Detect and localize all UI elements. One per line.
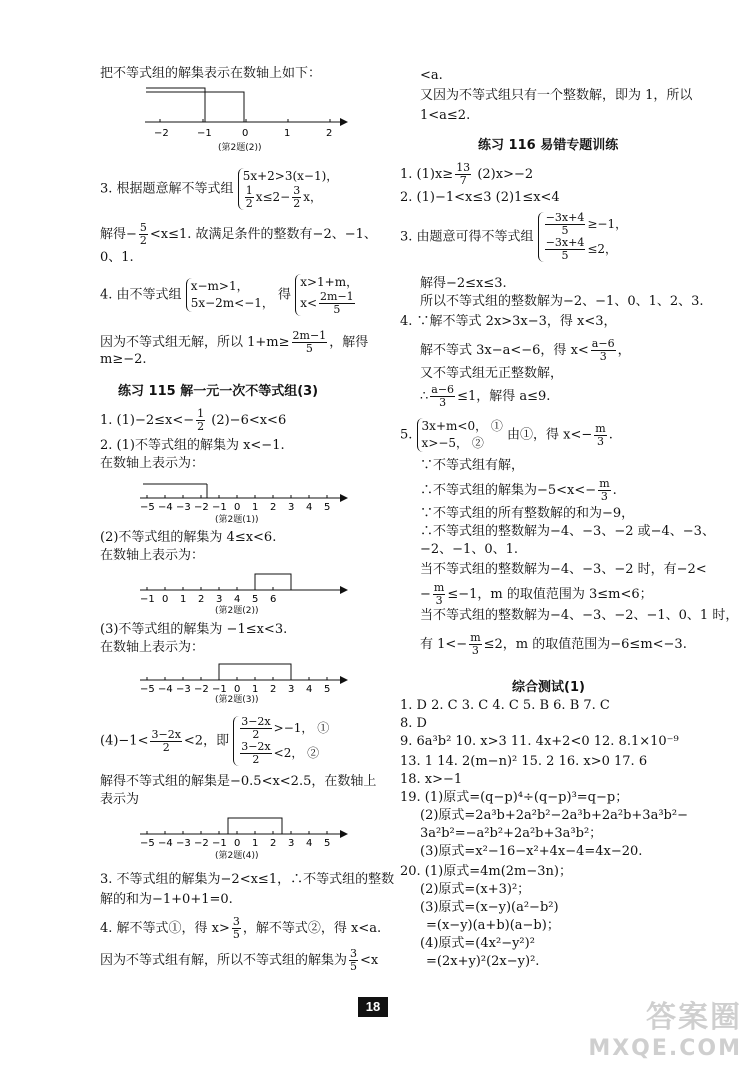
svg-text:−1: −1 [212, 502, 227, 513]
svg-text:−2: −2 [154, 128, 169, 139]
text-line: 0、1. [100, 250, 134, 265]
text-line: 1. D 2. C 3. C 4. C 5. B 6. B 7. C [400, 698, 610, 713]
text-line: 1<a≤2. [420, 108, 471, 123]
text-line: 表示为 [100, 792, 140, 807]
p4: 4. 解不等式①，得 x> $\frac{3}{5}$ ，解不等式②，得 x<a. [100, 915, 382, 941]
text-line: 19. (1)原式=(q−p)⁴÷(q−p)³=q−p； [400, 790, 629, 805]
watermark: 答案圈 MXQE.COM [588, 1000, 742, 1061]
svg-text:−1: −1 [197, 128, 212, 139]
caption: (第2题(2)) [215, 606, 259, 616]
caption: (第2题(3)) [215, 695, 259, 705]
caption: (第2题(4)) [215, 851, 259, 861]
svg-text:−4: −4 [158, 838, 173, 849]
svg-text:0: 0 [234, 502, 241, 513]
svg-text:−5: −5 [140, 838, 155, 849]
svg-text:2: 2 [270, 838, 277, 849]
text-line: =(2x+y)²(2x−y)². [426, 954, 540, 969]
text-line: 又因为不等式组只有一个整数解，即为 1，所以 [420, 88, 693, 103]
svg-text:0: 0 [242, 128, 249, 139]
text-line: 所以不等式组的整数解为−2、−1、0、1、2、3. [420, 294, 704, 309]
a1: 1. (1)x≥ $\frac{13}{7}$ (2)x>−2 [400, 161, 534, 187]
text-line: m≥−2. [100, 352, 147, 367]
text-line: 18. x>−1 [400, 772, 463, 787]
text-line: =(x−y)(a+b)(a−b)； [426, 918, 560, 933]
text-line: ∵不等式组的所有整数解的和为−9， [420, 506, 635, 521]
text-line: (3)原式=x²−16−x²+4x−4=4x−20. [420, 844, 643, 859]
svg-text:−5: −5 [140, 684, 155, 695]
text-line: 3. 不等式组的解集为−2<x≤1，∴不等式组的整数 [100, 872, 395, 887]
svg-text:5: 5 [324, 684, 331, 695]
q3-solution: 解得− $\frac{5}{2}$ <x≤1. 故满足条件的整数有−2、−1、 [100, 221, 377, 247]
svg-text:4: 4 [306, 502, 313, 513]
svg-text:−5: −5 [140, 502, 155, 513]
a5l: 有 1<− $\frac{m}{3}$ ≤2，m 的取值范围为−6≤m<−3. [420, 631, 687, 657]
a4d: ∴ $\frac{a-6}{3}$ ≤1，解得 a≤9. [420, 383, 551, 409]
text-line: <a. [420, 68, 443, 83]
svg-text:1: 1 [284, 128, 291, 139]
text-line: 把不等式组的解集表示在数轴上如下： [100, 66, 322, 81]
svg-text:1: 1 [180, 594, 187, 605]
text-line: 3a²b²=−a²b²+2a²b+3a³b²； [420, 826, 603, 841]
svg-text:3: 3 [288, 838, 295, 849]
text-line: 当不等式组的整数解为−4、−3、−2 时，有−2< [420, 562, 707, 577]
p1: 1. (1)−2≤x<− $\frac{1}{2}$ (2)−6<x<6 [100, 407, 287, 433]
text-line: 当不等式组的整数解为−4、−3、−2、−1、0、1 时， [420, 608, 739, 623]
text-line: 9. 6a³b² 10. x>3 11. 4x+2<0 12. 8.1×10⁻⁹ [400, 734, 679, 749]
p2-4: (4)−1< $\frac{3-2x}{2}$ <2，即 $\frac{3-2x}{2}$ >−1， ① $\frac{3-2x}{2}$ <2， ② [100, 715, 330, 766]
number-line-5 [135, 808, 350, 850]
text-line: 4. ∵解不等式 2x>3x−3，得 x<3， [400, 314, 617, 329]
text-line: ∵不等式组有解， [420, 458, 525, 473]
svg-text:−1: −1 [212, 838, 227, 849]
caption: (第2题(1)) [215, 515, 259, 525]
svg-text:−3: −3 [176, 684, 191, 695]
svg-text:1: 1 [252, 684, 259, 695]
page-number: 18 [358, 997, 388, 1017]
text-line: (3)不等式组的解集为 −1≤x<3. [100, 622, 288, 637]
svg-text:0: 0 [234, 838, 241, 849]
text-line: (4)原式=(4x²−y²)² [420, 936, 535, 951]
svg-text:2: 2 [270, 684, 277, 695]
svg-text:0: 0 [162, 594, 169, 605]
section-heading: 综合测试(1) [512, 680, 585, 695]
text-line: 2. (1)−1<x≤3 (2)1≤x<4 [400, 190, 560, 205]
svg-text:1: 1 [252, 502, 259, 513]
number-line-3 [135, 564, 350, 606]
text-line: 8. D [400, 716, 427, 731]
text-line: 在数轴上表示为： [100, 548, 205, 563]
svg-text:2: 2 [326, 128, 333, 139]
p4-line: 因为不等式组有解，所以不等式组的解集为 $\frac{3}{5}$ <x [100, 947, 379, 973]
svg-text:−3: −3 [176, 838, 191, 849]
text-line: (2)原式=2a³b+2a²b²−2a³b+2a²b+3a³b²− [420, 808, 688, 823]
svg-text:−2: −2 [194, 838, 209, 849]
text-line: 解得−2≤x≤3. [420, 276, 507, 291]
caption: (第2题(2)) [218, 143, 262, 153]
svg-text:0: 0 [234, 684, 241, 695]
text-line: (3)原式=(x−y)(a²−b²) [420, 900, 559, 915]
text-line: 解的和为−1+0+1=0. [100, 892, 233, 907]
text-line: −2、−1、0、1. [420, 542, 519, 557]
a3: 3. 由题意可得不等式组 $\frac{-3x+4}{5}$ ≥−1， $\frac{-3x+4}{5}$ ≤2， [400, 211, 628, 262]
section-heading: 练习 115 解一元一次不等式组(3) [118, 384, 319, 399]
svg-text:6: 6 [270, 594, 277, 605]
text-line: (2)原式=(x+3)²； [420, 882, 531, 897]
a5d: ∴不等式组的解集为−5<x<− $\frac{m}{3}$ . [420, 477, 617, 503]
q4-line: 因为不等式组无解，所以 1+m≥ $\frac{2m-1}{5}$ ，解得 [100, 329, 369, 355]
svg-text:2: 2 [198, 594, 205, 605]
svg-text:−1: −1 [140, 594, 155, 605]
svg-text:5: 5 [252, 594, 259, 605]
svg-text:4: 4 [234, 594, 241, 605]
svg-text:−1: −1 [212, 684, 227, 695]
text-line: 解得不等式组的解集是−0.5<x<2.5，在数轴上 [100, 774, 377, 789]
text-line: 在数轴上表示为： [100, 456, 205, 471]
svg-text:4: 4 [306, 838, 313, 849]
text-line: 在数轴上表示为： [100, 640, 205, 655]
number-line-1 [140, 82, 350, 140]
svg-text:−2: −2 [194, 684, 209, 695]
text-line: 13. 1 14. 2(m−n)² 15. 2 16. x>0 17. 6 [400, 754, 648, 769]
svg-text:5: 5 [324, 838, 331, 849]
svg-text:4: 4 [306, 684, 313, 695]
a5: 5. 3x+m<0， ① x>−5， ② 由①，得 x<− $\frac{m}{3}$ . [400, 419, 613, 450]
text-line: (2)不等式组的解集为 4≤x<6. [100, 530, 277, 545]
svg-text:5: 5 [324, 502, 331, 513]
svg-text:3: 3 [216, 594, 223, 605]
q3: 3. 根据题意解不等式组 5x+2>3(x−1)， $\frac{1}{2}$ x≤2− $\frac{3}{2}$ x， [100, 169, 339, 210]
svg-text:−2: −2 [194, 502, 209, 513]
svg-text:3: 3 [288, 684, 295, 695]
q4: 4. 由不等式组 x−m>1， 5x−2m<−1， 得 x>1+m， x< $\frac{2m-1}{5}$ [100, 275, 359, 316]
text-line: 2. (1)不等式组的解集为 x<−1. [100, 438, 285, 453]
svg-text:−4: −4 [158, 684, 173, 695]
text-line: 又不等式组无正整数解， [420, 366, 564, 381]
text-line: 20. (1)原式=4m(2m−3n)； [400, 864, 572, 879]
svg-text:1: 1 [252, 838, 259, 849]
a5i: − $\frac{m}{3}$ ≤−1，m 的取值范围为 3≤m<6； [420, 581, 653, 607]
number-line-4 [135, 654, 350, 696]
number-line-2 [135, 472, 350, 514]
section-heading: 练习 116 易错专题训练 [478, 138, 619, 153]
text-line: ∴不等式组的整数解为−4、−3、−2 或−4、−3、 [420, 524, 715, 539]
a4b: 解不等式 3x−a<−6，得 x< $\frac{a-6}{3}$ ， [420, 337, 631, 363]
svg-text:3: 3 [288, 502, 295, 513]
svg-text:−4: −4 [158, 502, 173, 513]
svg-text:2: 2 [270, 502, 277, 513]
svg-text:−3: −3 [176, 502, 191, 513]
